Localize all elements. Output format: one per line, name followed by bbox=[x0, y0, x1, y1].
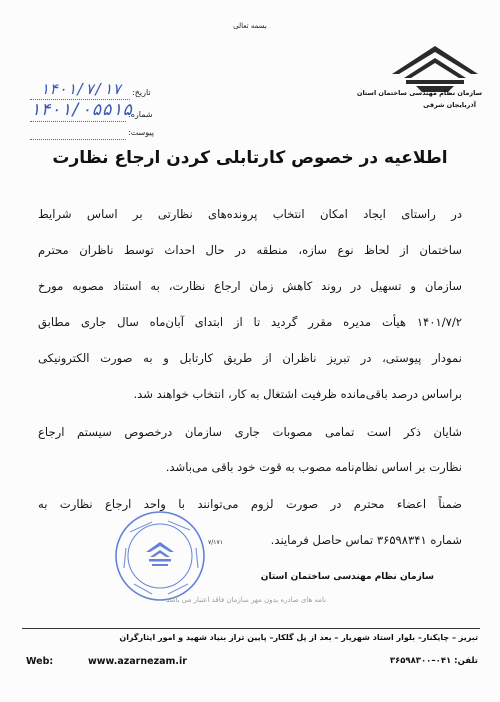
phone-label: تلفن: bbox=[454, 656, 478, 666]
body-line: نمودار پیوستی، در تبریز ناظران از طریق کارتابل و به صورت الکترونیکی bbox=[38, 351, 462, 365]
signature-organization: سازمان نظام مهندسی ساختمان استان bbox=[260, 572, 434, 582]
date-label: تاریخ: bbox=[132, 88, 151, 97]
number-label: شماره: bbox=[128, 110, 153, 119]
stamp-validity-note: نامه های صادره بدون مهر سازمان فاقد اعتبار می باشد bbox=[165, 596, 327, 604]
body-line: براساس درصد باقی‌مانده ظرفیت اشتغال به کار، انتخاب خواهند شد. bbox=[133, 387, 462, 401]
page-title: اطلاعیه در خصوص کارتابلی کردن ارجاع نظارت bbox=[52, 148, 448, 168]
website-link[interactable]: www.azarnezam.ir bbox=[88, 656, 187, 667]
official-stamp-icon bbox=[112, 508, 208, 604]
bismillah-text: بسمه تعالی bbox=[233, 22, 267, 30]
attachment-label: پیوست: bbox=[128, 128, 155, 137]
number-handwritten: ۱۴۰۱/۰۵۵۱۵ bbox=[30, 100, 133, 120]
body-line: ۱۴۰۱/۷/۲ هیأت مدیره مقرر گردید تا از ابتدای آبان‌ماه سال جاری مطابق bbox=[38, 315, 462, 329]
footer-web-label: Web: bbox=[26, 656, 54, 667]
footer-phone bbox=[390, 656, 478, 666]
body-line: شایان ذکر است تمامی مصوبات جاری سازمان درخصوص سیستم ارجاع bbox=[38, 425, 462, 439]
number-line bbox=[30, 121, 126, 122]
body-line: ضمناً اعضاء محترم در صورت لزوم می‌توانند با واحد ارجاع نظارت به bbox=[38, 497, 462, 511]
body-line: سازمان و تسهیل در روند کاهش زمان ارجاع نظارت، به استناد مصوبه مورخ bbox=[38, 279, 462, 293]
reference-note: ۷/۱۷۱ bbox=[208, 539, 223, 546]
organization-name: سازمان نظام مهندسی ساختمان استان bbox=[356, 89, 482, 97]
body-line: شماره ۳۶۵۹۸۳۴۱ تماس حاصل فرمایند. bbox=[270, 533, 462, 547]
footer-divider bbox=[22, 628, 480, 629]
attachment-line bbox=[30, 139, 126, 140]
body-line: ساختمان از لحاظ نوع سازه، منطقه در حال احداث توسط ناظران محترم bbox=[38, 243, 462, 257]
body-line: نظارت بر اساس نظام‌نامه مصوب به قوت خود باقی می‌باشد. bbox=[165, 460, 462, 474]
organization-province: آذربایجان شرقی bbox=[423, 101, 476, 109]
body-line: در راستای ایجاد امکان انتخاب پرونده‌های نظارتی بر اساس شرایط bbox=[38, 207, 462, 221]
date-handwritten: ۱۴۰۱/۷/۱۷ bbox=[40, 80, 122, 98]
footer-address: تبریز – چایکنار– بلوار استاد شهریار – بعد از پل گلکار– پایین تراز بنیاد شهید و امور ایثارگران bbox=[119, 633, 478, 642]
phone-number: ۰۴۱–۳۶۵۹۸۳۰۰ bbox=[389, 656, 452, 666]
